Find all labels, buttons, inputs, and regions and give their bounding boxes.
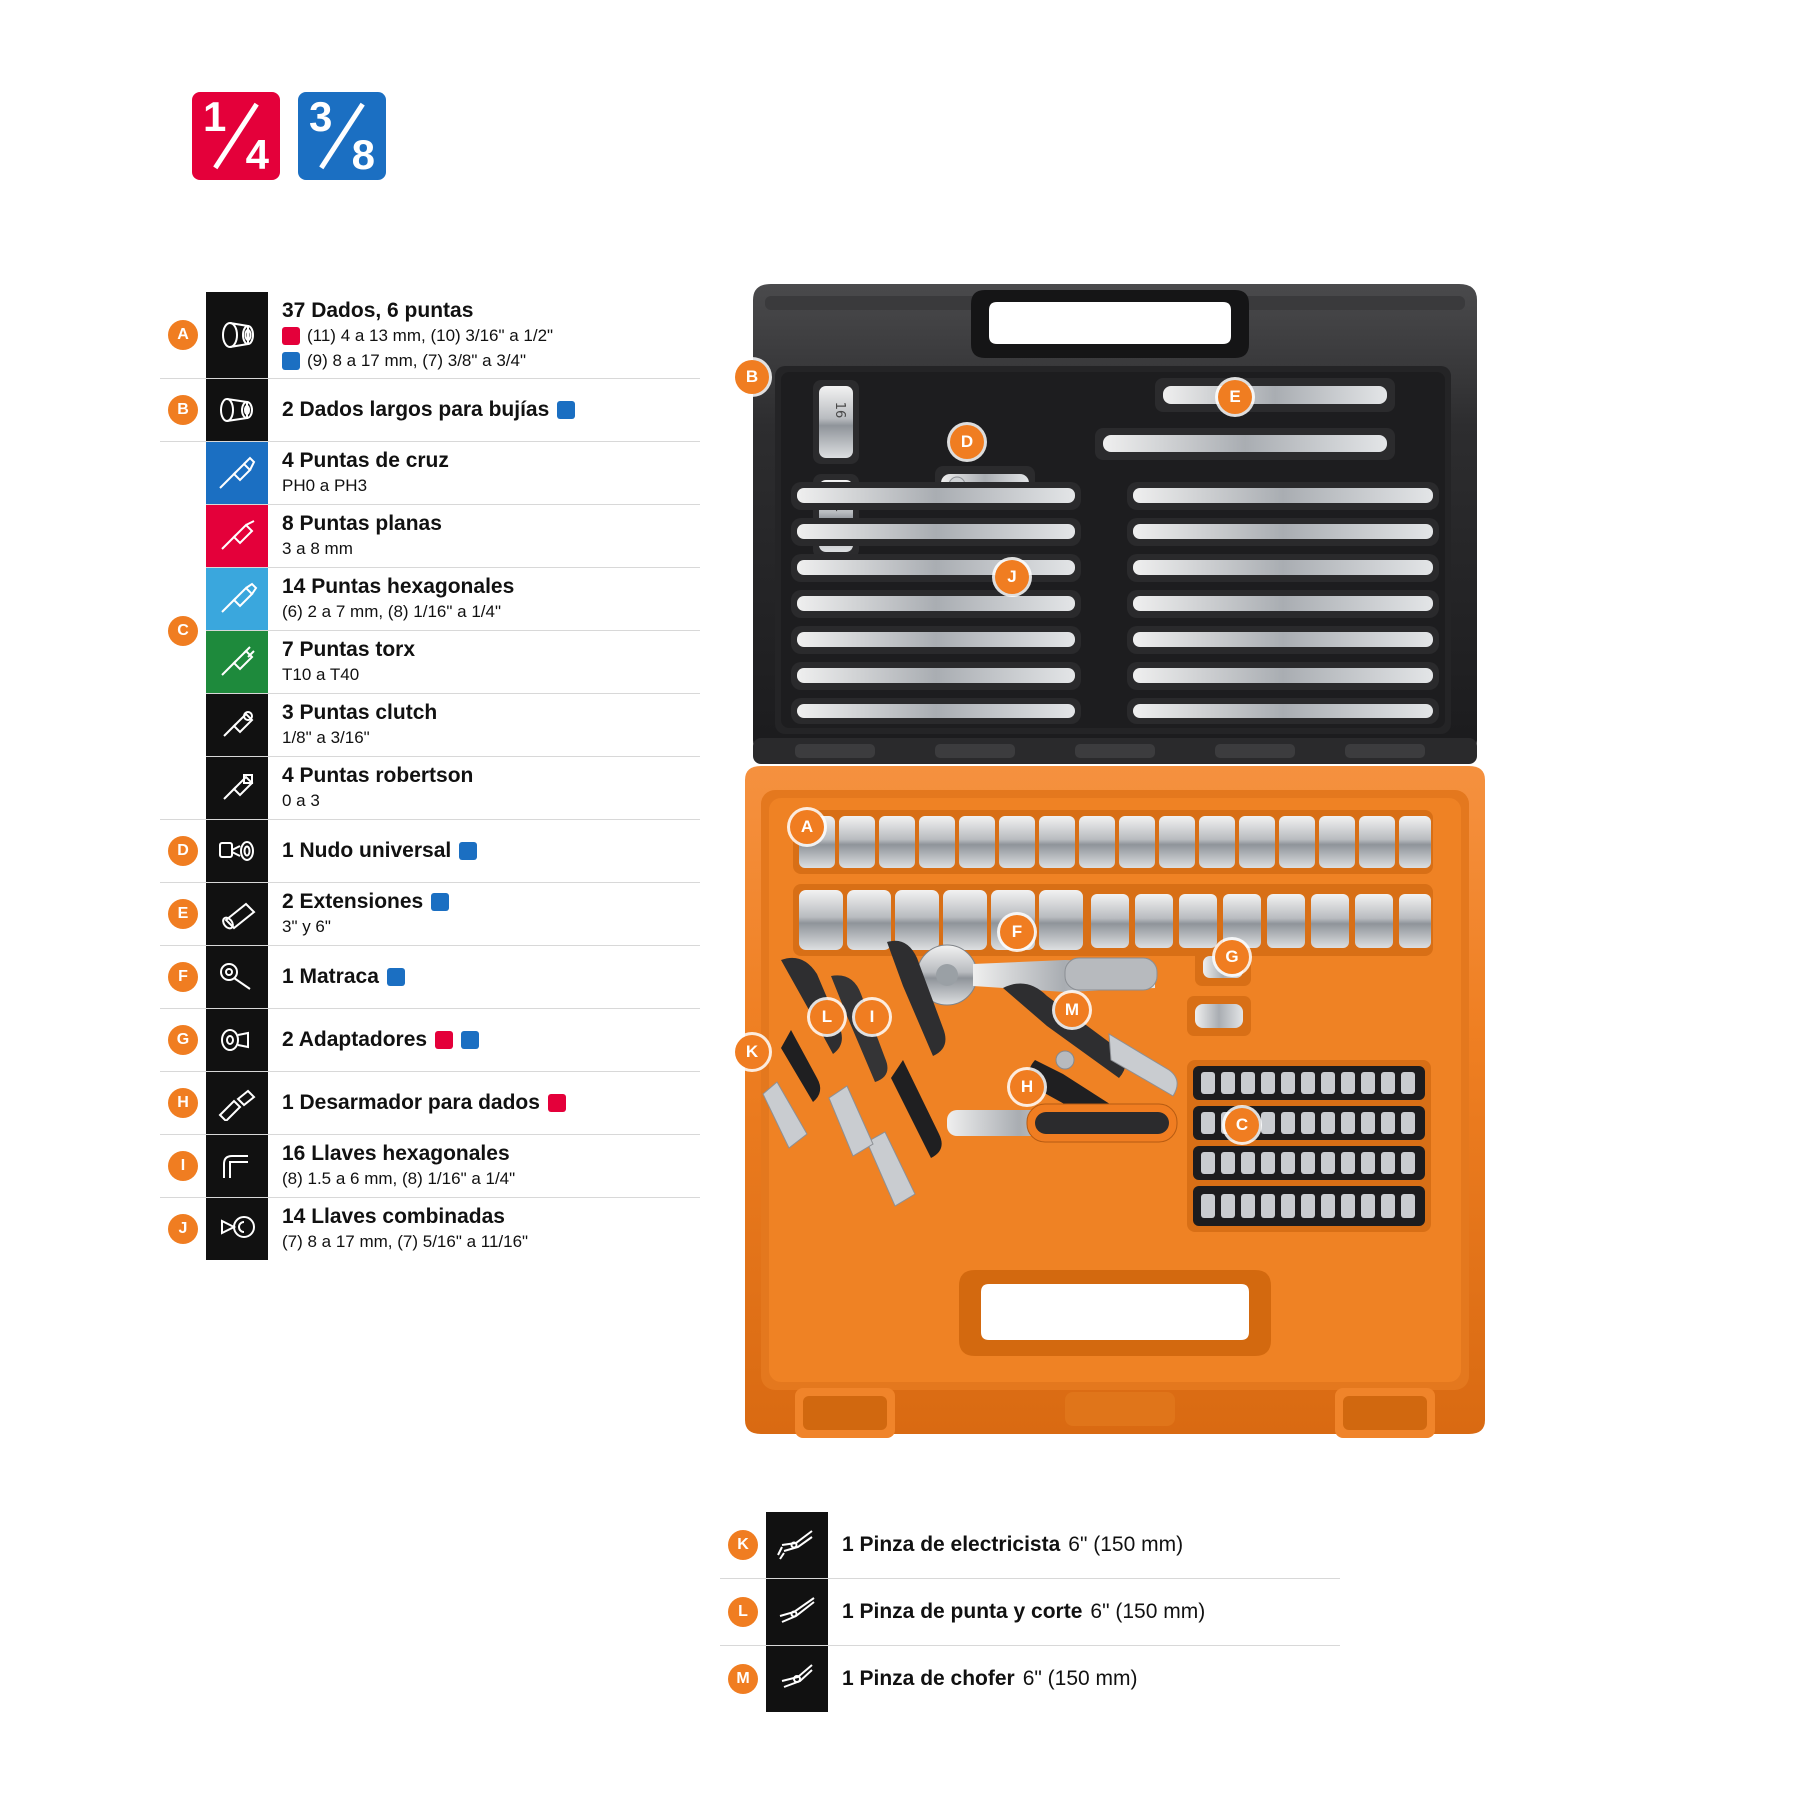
letter-badge-f: F [168,962,198,992]
item-title: 14 Llaves combinadas [282,1205,505,1229]
badge-denominator: 4 [245,131,269,178]
text-cell [268,946,700,1008]
thumb-cell [766,1646,828,1712]
letter-badge-d: D [168,836,198,866]
text-cell [268,883,700,945]
item-title: 1 Pinza de electricista [842,1533,1061,1557]
thumb-cell [206,292,268,378]
item-title-wrap [282,889,700,914]
thumb-cell [766,1579,828,1645]
item-title-wrap [842,1599,1340,1624]
letter-cell [160,1198,206,1260]
item-title-wrap [282,397,700,422]
thumb-cell [206,946,268,1008]
badge-numerator: 1 [203,93,227,140]
thumb-cell [206,631,268,693]
thumb-cell [766,1512,828,1578]
letter-cell [160,1009,206,1071]
socket-icon [206,292,268,378]
callout-c: C [1225,1108,1259,1142]
bit-subitems [206,442,700,819]
thumb-cell [206,505,268,567]
combination-wrench-icon [206,1198,268,1260]
item-size: 6" (150 mm) [1090,1600,1206,1624]
item-title-wrap [282,1027,700,1052]
badge-denominator: 8 [351,131,375,178]
list-item-k [720,1512,1340,1579]
svg-text:16: 16 [832,401,847,419]
list-item-j [160,1198,700,1260]
list-item-i [160,1135,700,1198]
text-cell [268,757,700,819]
letter-badge-j: J [168,1214,198,1244]
item-detail-line [282,475,700,497]
thumb-cell [206,1009,268,1071]
letter-cell [720,1512,766,1578]
thumb-cell [206,442,268,504]
drive-chip-blue [459,842,477,860]
letter-cell [160,442,206,819]
letter-cell [160,820,206,882]
drive-chip-blue [461,1031,479,1049]
item-detail-line [282,790,700,812]
list-subitem-robertson-bits [206,757,700,819]
text-cell [268,694,700,756]
item-title: 4 Puntas robertson [282,764,474,788]
letter-cell [160,379,206,441]
callout-m: M [1055,993,1089,1027]
item-detail-text: 3" y 6" [282,917,331,937]
item-title: 1 Pinza de punta y corte [842,1600,1083,1624]
text-cell [268,568,700,630]
item-title-wrap [842,1532,1340,1557]
item-title: 8 Puntas planas [282,512,442,536]
slip-joint-pliers-icon [766,1646,828,1712]
parts-list-pliers [720,1512,1340,1712]
thumb-cell [206,379,268,441]
spark-plug-socket-icon [206,379,268,441]
list-item-f [160,946,700,1009]
callout-i: I [855,1000,889,1034]
item-title: 14 Puntas hexagonales [282,575,515,599]
drive-chip-blue [387,968,405,986]
item-size: 6" (150 mm) [1068,1533,1184,1557]
list-item-e [160,883,700,946]
extension-bar-icon [206,883,268,945]
letter-badge-m: M [728,1664,758,1694]
letter-cell [720,1646,766,1712]
text-cell [268,379,700,441]
clutch-bit-icon [206,694,268,756]
item-detail-text: (7) 8 a 17 mm, (7) 5/16" a 11/16" [282,1232,529,1252]
drive-chip-blue [431,893,449,911]
case-base [745,766,1485,1438]
item-detail-text: (9) 8 a 17 mm, (7) 3/8" a 3/4" [307,350,526,370]
bit-driver-icon [206,1072,268,1134]
letter-badge-l: L [728,1597,758,1627]
callout-h: H [1010,1070,1044,1104]
text-cell [828,1646,1340,1712]
badge-three-eighths [298,92,386,180]
list-subitem-clutch-bits [206,694,700,757]
item-title: 3 Puntas clutch [282,701,438,725]
callout-e: E [1218,380,1252,414]
item-title-wrap [282,1090,700,1115]
list-item-m [720,1646,1340,1712]
parts-list [160,292,700,1260]
text-cell [268,1072,700,1134]
item-title: 16 Llaves hexagonales [282,1142,510,1166]
callout-k: K [735,1035,769,1069]
text-cell [268,1198,700,1260]
text-cell [268,820,700,882]
item-title: 1 Desarmador para dados [282,1091,540,1115]
text-cell [828,1512,1340,1578]
drive-chip-red [548,1094,566,1112]
drive-chip-blue [282,352,300,370]
callout-l: L [810,1000,844,1034]
item-detail-text: 0 a 3 [282,791,320,811]
item-detail-text: 3 a 8 mm [282,539,353,559]
item-detail-text: PH0 a PH3 [282,476,368,496]
robertson-bit-icon [206,757,268,819]
item-detail-line [282,727,700,749]
item-detail-line [282,601,700,623]
item-detail-line [282,1231,700,1253]
universal-joint-icon [206,820,268,882]
letter-cell [160,1072,206,1134]
torx-bit-icon [206,631,268,693]
callout-j: J [995,560,1029,594]
letter-badge-k: K [728,1530,758,1560]
drive-chip-red [435,1031,453,1049]
letter-cell [160,883,206,945]
item-detail-line [282,538,700,560]
callout-b: B [735,360,769,394]
letter-cell [160,946,206,1008]
item-detail-line [282,325,700,347]
ratchet-icon [206,946,268,1008]
item-detail-line [282,916,700,938]
letter-cell [160,292,206,378]
callout-a: A [790,810,824,844]
tool-case-photo [735,270,1495,1460]
badge-quarter-inch [192,92,280,180]
phillips-bit-icon [206,442,268,504]
item-detail-line [282,1168,700,1190]
thumb-cell [206,568,268,630]
text-cell [268,1135,700,1197]
thumb-cell [206,1198,268,1260]
callout-g: G [1215,940,1249,974]
badge-numerator: 3 [309,93,333,140]
item-title-wrap [842,1666,1340,1691]
text-cell [268,631,700,693]
list-item-b [160,379,700,442]
item-detail-text: (11) 4 a 13 mm, (10) 3/16" a 1/2" [307,326,554,346]
list-item-a [160,292,700,379]
list-subitem-hex-bits [206,568,700,631]
item-title: 1 Matraca [282,965,379,989]
list-subitem-flat-bits [206,505,700,568]
thumb-cell [206,820,268,882]
text-cell [268,505,700,567]
item-title: 1 Pinza de chofer [842,1667,1015,1691]
letter-badge-i: I [168,1151,198,1181]
letter-badge-c: C [168,616,198,646]
drive-size-badges [192,92,386,180]
item-detail-text: (8) 1.5 a 6 mm, (8) 1/16" a 1/4" [282,1169,516,1189]
item-detail-text: T10 a T40 [282,665,360,685]
text-cell [268,442,700,504]
item-detail-line [282,664,700,686]
list-subitem-cross-bits [206,442,700,505]
lineman-pliers-icon [766,1512,828,1578]
item-title-wrap [282,964,700,989]
long-nose-pliers-icon [766,1579,828,1645]
thumb-cell [206,1072,268,1134]
letter-cell [720,1579,766,1645]
callout-f: F [1000,915,1034,949]
letter-badge-b: B [168,395,198,425]
list-item-g [160,1009,700,1072]
item-title: 4 Puntas de cruz [282,449,449,473]
item-title: 37 Dados, 6 puntas [282,299,474,322]
letter-badge-h: H [168,1088,198,1118]
hex-bit-icon [206,568,268,630]
drive-chip-blue [557,401,575,419]
case-lid [753,284,1477,764]
list-item-c [160,442,700,820]
callout-d: D [950,425,984,459]
thumb-cell [206,1135,268,1197]
list-item-d [160,820,700,883]
item-detail-text: (6) 2 a 7 mm, (8) 1/16" a 1/4" [282,602,501,622]
list-item-l [720,1579,1340,1646]
tool-case-illustration [735,270,1495,1460]
hex-key-icon [206,1135,268,1197]
item-title: 2 Extensiones [282,890,424,914]
item-title: 1 Nudo universal [282,839,452,863]
drive-chip-red [282,327,300,345]
item-detail-line [282,350,700,372]
item-title: 2 Dados largos para bujías [282,398,550,422]
thumb-cell [206,757,268,819]
letter-badge-g: G [168,1025,198,1055]
flat-bit-icon [206,505,268,567]
item-size: 6" (150 mm) [1022,1667,1138,1691]
item-title-wrap [282,838,700,863]
item-detail-text: 1/8" a 3/16" [282,728,370,748]
item-title: 2 Adaptadores [282,1028,428,1052]
thumb-cell [206,883,268,945]
text-cell [828,1579,1340,1645]
text-cell [268,1009,700,1071]
item-title: 7 Puntas torx [282,638,416,662]
list-subitem-torx-bits [206,631,700,694]
letter-badge-e: E [168,899,198,929]
list-item-h [160,1072,700,1135]
adapter-icon [206,1009,268,1071]
letter-badge-a: A [168,320,198,350]
text-cell [268,292,700,378]
letter-cell [160,1135,206,1197]
thumb-cell [206,694,268,756]
